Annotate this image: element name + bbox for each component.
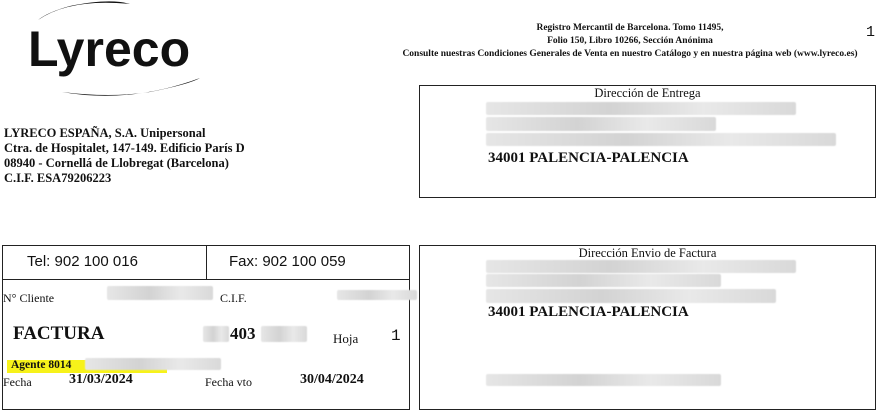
invoice-info-box <box>2 245 410 410</box>
client-number-label: N° Cliente <box>3 291 55 305</box>
redacted-line <box>486 117 716 131</box>
lyreco-logo <box>10 0 225 100</box>
company-address-2: 08940 - Cornellá de Llobregat (Barcelona) <box>4 156 229 170</box>
date-label: Fecha <box>3 375 32 389</box>
delivery-title: Dirección de Entrega <box>594 86 701 100</box>
registry-line-2: Folio 150, Libro 10266, Sección Anónima <box>547 36 713 46</box>
due-date-value: 30/04/2024 <box>300 372 364 387</box>
redacted-invoice-prefix <box>203 326 229 342</box>
redacted-line <box>486 260 796 273</box>
company-cif: C.I.F. ESA79206223 <box>4 171 112 185</box>
contact-row <box>3 246 409 280</box>
company-address-1: Ctra. de Hospitalet, 147-149. Edificio París D <box>4 141 245 155</box>
registry-line-1: Registro Mercantil de Barcelona. Tomo 11495, <box>536 23 724 33</box>
date-value: 31/03/2024 <box>69 372 133 387</box>
invoice-address-city: 34001 PALENCIA-PALENCIA <box>488 304 689 320</box>
cif-label: C.I.F. <box>220 291 247 305</box>
fax-text: Fax: 902 100 059 <box>229 253 346 270</box>
redacted-agent <box>85 358 221 370</box>
hoja-label: Hoja <box>333 331 359 346</box>
document-type: FACTURA <box>13 323 105 344</box>
redacted-line <box>486 289 776 303</box>
company-info <box>4 126 245 186</box>
tel-text: Tel: 902 100 016 <box>27 253 138 270</box>
redacted-client-number <box>107 286 213 300</box>
due-date-label: Fecha vto <box>205 375 252 389</box>
divider <box>206 246 207 279</box>
registry-info <box>380 22 880 61</box>
page-number: 1 <box>866 24 876 41</box>
agent-label: Agente 8014 <box>11 359 72 371</box>
redacted-line <box>486 274 721 287</box>
hoja-value: 1 <box>391 327 401 345</box>
redacted-invoice-suffix <box>261 326 307 342</box>
logo-text: Lyreco <box>28 21 191 77</box>
invoice-address-title: Dirección Envio de Factura <box>578 246 717 260</box>
redacted-line <box>486 374 721 386</box>
redacted-line <box>486 133 836 146</box>
invoice-number-partial: 403 <box>230 324 256 343</box>
redacted-line <box>486 102 796 115</box>
delivery-city: 34001 PALENCIA-PALENCIA <box>488 150 689 166</box>
delivery-address-box <box>419 85 876 198</box>
redacted-cif <box>337 290 417 300</box>
company-name: LYRECO ESPAÑA, S.A. Unipersonal <box>4 126 206 140</box>
invoice-address-box <box>419 245 876 410</box>
registry-line-3: Consulte nuestras Condiciones Generales de Venta en nuestro Catálogo y en nuestra página web (www.lyreco.es) <box>402 49 858 59</box>
